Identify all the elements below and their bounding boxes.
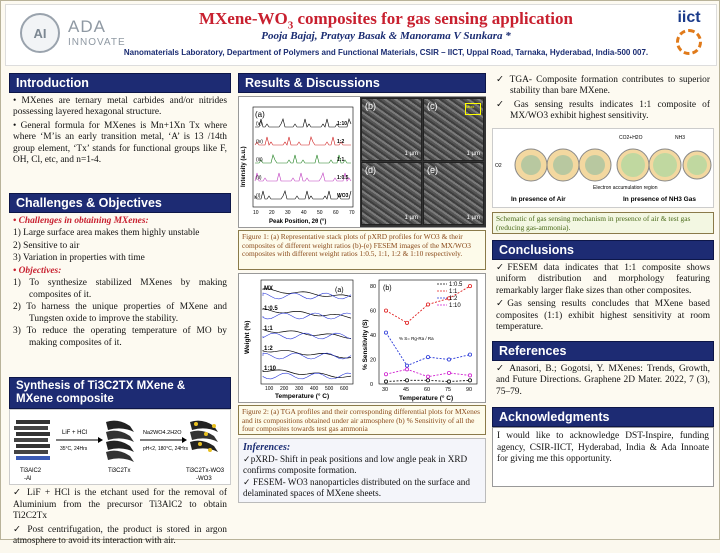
conclusions-text — [492, 260, 714, 339]
electron-region-label: Electron accumulation region — [593, 184, 658, 191]
data-point — [405, 321, 408, 324]
gas-sensing-mechanism — [492, 128, 714, 208]
fesem-image-b — [361, 98, 422, 161]
introduction-heading: Introduction — [9, 73, 231, 93]
xrd-tick-label: 60 — [333, 210, 339, 216]
inferences-box — [238, 438, 486, 503]
ti3alc2-stack-icon — [14, 420, 50, 460]
legend-entry: 1:10 — [449, 303, 461, 309]
column-right — [492, 73, 714, 535]
sensitivity-y-tick: 40 — [370, 333, 377, 340]
xrd-ratio-label: 1:1 — [337, 157, 345, 163]
poster-affiliation: Nanomaterials Laboratory, Department of Polymers and Functional Materials, CSIR – IICT, Uppal Road, Tarnaka, Hyderabad, India-500 007. — [123, 48, 649, 57]
xrd-tick-label: 30 — [285, 210, 291, 216]
tga-tick-label: 200 — [280, 386, 289, 392]
data-point — [468, 379, 471, 382]
sensitivity-x-tick: 60 — [424, 387, 431, 393]
data-point — [426, 379, 429, 382]
challenges-text — [9, 213, 231, 377]
mxene-label: Ti3C2Tx — [108, 468, 131, 475]
fesem-label-c: (c) — [427, 101, 438, 111]
fesem-inset: Mixx — [465, 103, 481, 115]
fesem-image-e — [423, 162, 484, 225]
sensitivity-y-tick: 20 — [370, 357, 377, 364]
iict-logo-text: iict — [677, 9, 701, 26]
introduction-text — [9, 93, 231, 193]
figure-2-plots — [239, 274, 485, 402]
composite-icon — [190, 421, 218, 452]
data-point — [468, 285, 471, 288]
tga-panel-label: (a) — [335, 287, 344, 294]
xrd-row-label: (v) — [256, 121, 262, 127]
intro-point-2: • General formula for MXenes is Mn+1Xn Tx where where ‘M’is an early transition metal, ‘A’ is 13 /14th group element, ‘Tx’ stands for functional groups like F, OH, Cl, etc, and n=1-4. — [13, 120, 227, 166]
figure-1-caption: Figure 1: (a) Representative stack plots of pXRD profiles for WO3 & their composites of different weight ratios (b)-(e) FESEM images of the MX/WO3 composites with different weight ratios 1:0.5, 1:1, 1:2 & 1:10 respectively. — [238, 230, 486, 270]
synthesis-text — [9, 485, 231, 552]
tga-y-label: Weight (%) — [244, 320, 251, 354]
objective-item: 2) To harness the unique properties of MXene and Tungsten oxide to improve the stability. — [13, 302, 227, 324]
inference-1: ✓pXRD- Shift in peak positions and low angle peak in XRD confirms composite formation. — [243, 454, 468, 476]
synthesis-bullet-1: ✓ LiF + HCl is the etchant used for the removal of Aluminium from the precursor Ti3AlC2 to obtain Ti2C2Tx — [13, 488, 227, 522]
result-bullet-gas: ✓ Gas sensing results indicates 1:1 composite of MX/WO3 exhibit highest sensitivity. — [496, 99, 710, 122]
legend-entry: 1:2 — [449, 296, 458, 302]
results-continued — [492, 73, 714, 128]
poster-authors: Pooja Bajaj, Pratyay Basak & Manorama V Sunkara * — [261, 30, 511, 42]
data-point — [384, 373, 387, 376]
conclusions-heading: Conclusions — [492, 240, 714, 260]
fesem-image-c — [423, 98, 484, 161]
xrd-ratio-label: 1:10 — [337, 121, 348, 127]
xrd-tick-label: 10 — [253, 210, 259, 216]
legend-entry: 1:0.5 — [449, 282, 463, 288]
challenges-subheading: • Challenges in obtaining MXenes: — [13, 216, 149, 226]
synthesis-bullet-2: ✓ Post centrifugation, the product is stored in argon atmosphere to avoid its interaction with air. — [13, 524, 227, 547]
xrd-ratio-label: WO3 — [337, 193, 349, 199]
composite-sublabel: -WO3 — [196, 476, 212, 483]
xrd-tick-label: 50 — [317, 210, 323, 216]
fesem-label-e: (e) — [427, 165, 438, 175]
fesem-image-d — [361, 162, 422, 225]
fesem-scale-e: 1 µm — [466, 215, 480, 221]
xrd-ratio-label: 1:2 — [337, 139, 345, 145]
xrd-x-ticks — [253, 210, 355, 216]
tga-row-label: MX — [264, 286, 273, 292]
fesem-scale-b: 1 µm — [404, 151, 418, 157]
objectives-subheading: • Objectives: — [13, 265, 62, 276]
sensitivity-x-tick: 45 — [403, 387, 410, 393]
step1-reagent: LiF + HCl — [62, 430, 88, 437]
synthesis-diagram — [10, 410, 230, 484]
data-point — [405, 368, 408, 371]
legend-entry: 1:1 — [449, 289, 458, 295]
xrd-y-label: Intensity (a.u.) — [241, 146, 247, 187]
references-heading: References — [492, 341, 714, 361]
sensitivity-plot-area — [379, 280, 477, 384]
logo-line1: ADA — [68, 17, 106, 36]
tga-row-label: 1:10 — [264, 366, 277, 372]
intro-point-1: • MXenes are ternary metal carbides and/or nitrides possessing layered hexagonal structure. — [13, 96, 227, 118]
data-point — [468, 353, 471, 356]
challenge-item: 1) Large surface area makes them highly unstable — [13, 228, 200, 239]
ai-logo-icon: AI — [20, 13, 60, 53]
conclusion-2: ✓Gas sensing results concludes that MXene based composites (1:1) exhibit highest sensitivity at room temperature. — [496, 299, 710, 333]
conclusion-1: ✓FESEM data indicates that 1:1 composite shows uniform distribution and morphology featuring remarkably larger flake sizes than other composites. — [496, 262, 710, 296]
sensitivity-y-tick: 0 — [370, 382, 374, 388]
o2-label: O2 — [495, 162, 502, 169]
fesem-label-b: (b) — [365, 101, 376, 111]
fesem-images — [360, 97, 486, 227]
nh3-grains-icon — [617, 149, 711, 181]
logo-line2: INNOVATE — [68, 37, 126, 48]
tga-row-label: 1:1 — [264, 326, 273, 332]
poster-header — [5, 4, 717, 66]
tga-tick-label: 500 — [325, 386, 334, 392]
composite-label: Ti3C2Tx-WO3 — [186, 468, 225, 475]
tga-row-label: 1:2 — [264, 346, 273, 352]
xrd-row-label: (i) — [256, 193, 261, 199]
xrd-tick-label: 20 — [269, 210, 275, 216]
tga-tick-label: 400 — [310, 386, 319, 392]
sensitivity-panel-label: (b) — [383, 285, 392, 292]
acknowledgments-heading: Acknowledgments — [492, 407, 714, 427]
gear-icon — [676, 29, 702, 55]
figure-2-caption: Figure 2: (a) TGA profiles and their corresponding differential plots for MXenes and its compositions obtained under air atmosphere (b) % Sensitivity of all the four composites towards test gas ammonia — [238, 405, 486, 435]
precursor-sublabel: -Al — [24, 476, 32, 483]
references-text — [492, 361, 714, 403]
fesem-scale-c: 1 µm — [466, 151, 480, 157]
data-point — [447, 358, 450, 361]
tga-tick-label: 600 — [340, 386, 349, 392]
figure-2 — [238, 273, 486, 403]
synthesis-scheme — [9, 409, 231, 485]
sensitivity-y-tick: 80 — [370, 284, 377, 291]
data-point — [405, 364, 408, 367]
fesem-scale-d: 1 µm — [404, 215, 418, 221]
xrd-row-label: (ii) — [256, 175, 262, 181]
data-point — [426, 375, 429, 378]
objective-item: 1) To synthesize stabilized MXenes by making composites of it. — [13, 278, 227, 300]
data-point — [384, 331, 387, 334]
xrd-row-label: (iii) — [256, 157, 263, 163]
data-point — [447, 371, 450, 374]
iict-logo — [666, 9, 712, 61]
sensitivity-x-label: Temperature (° C) — [399, 395, 454, 402]
xrd-ratio-label: 1:0.5 — [337, 175, 349, 181]
column-middle — [238, 73, 486, 535]
nh3-label: NH3 — [675, 134, 686, 141]
sensitivity-formula: % S= Rg-Ra / Ra — [399, 336, 434, 341]
tga-x-label: Temperature (° C) — [275, 393, 330, 400]
xrd-panel-label: (a) — [255, 110, 265, 119]
synthesis-heading: Synthesis of Ti3C2TX MXene & MXene composite — [9, 377, 231, 409]
sensitivity-y-label: % Sensitivity (S) — [362, 319, 369, 370]
ti3c2tx-sheets-icon — [106, 421, 134, 462]
result-bullet-tga: ✓ TGA- Composite formation contributes to superior stability than bare MXene. — [496, 75, 710, 97]
poster-title: MXene-$WO_3$ composites for gas sensing application — [198, 9, 573, 32]
step1-condition: 35°C, 24Hrs — [60, 446, 88, 453]
xrd-tick-label: 70 — [349, 210, 355, 216]
sensitivity-x-tick: 90 — [466, 387, 473, 393]
challenges-heading: Challenges & Objectives — [9, 193, 231, 213]
data-point — [405, 379, 408, 382]
inferences-heading: Inferences: — [243, 442, 291, 453]
tga-tick-label: 100 — [265, 386, 274, 392]
data-point — [426, 355, 429, 358]
air-grains-icon — [515, 149, 611, 181]
challenge-item: 3) Variation in properties with time — [13, 253, 145, 264]
acknowledgments-text: I would like to acknowledge DST-Inspire, funding agency, CSIR-IICT, Hyderabad, India & Ada Innoate for giving me this opportunity. — [492, 427, 714, 487]
column-left — [9, 73, 231, 547]
objective-item: 3) To reduce the operating temperature of MO by making composites of it. — [13, 326, 227, 348]
xrd-plot — [239, 97, 357, 227]
xrd-row-label: (iv) — [256, 139, 263, 145]
nh3-presence-label: In presence of NH3 Gas — [623, 195, 696, 203]
data-point — [468, 374, 471, 377]
precursor-label: Ti3AlC2 — [20, 468, 42, 475]
data-point — [447, 380, 450, 383]
inference-2: ✓ FESEM- WO3 nanoparticles distributed on the surface and delaminated spaces of MXene sheets. — [243, 476, 470, 498]
step2-condition: pH<2, 180°C, 24Hrs — [143, 446, 188, 453]
xrd-x-label: Peak Position, 2θ (°) — [269, 219, 327, 225]
mechanism-diagram — [493, 129, 713, 207]
xrd-tick-label: 40 — [301, 210, 307, 216]
sensitivity-y-tick: 60 — [370, 308, 377, 315]
tga-x-ticks — [265, 386, 349, 392]
data-point — [426, 303, 429, 306]
tga-row-label: 1:0.5 — [264, 306, 278, 312]
reference-1: ✓ Anasori, B.; Gogotsi, Y. MXenes: Trends, Growth, and Future Directions. Graphene 2D Mater. 2022, 7 (3), 75–79. — [496, 363, 710, 397]
air-label: In presence of Air — [511, 195, 566, 203]
fesem-label-d: (d) — [365, 165, 376, 175]
sensitivity-x-tick: 30 — [382, 387, 389, 393]
co2-label: CO2+H2O — [619, 134, 643, 141]
challenge-item: 2) Sensitive to air — [13, 240, 80, 251]
step2-reagent: Na2WO4.2H2O — [143, 430, 182, 437]
figure-1 — [238, 96, 486, 228]
sensitivity-x-tick: 75 — [445, 387, 452, 393]
tga-tick-label: 300 — [295, 386, 304, 392]
data-point — [384, 309, 387, 312]
results-heading: Results & Discussions — [238, 73, 486, 93]
mechanism-caption: Schematic of gas sensing mechanism in presence of air & test gas (reducing gas-ammonia). — [492, 212, 714, 234]
data-point — [384, 380, 387, 383]
